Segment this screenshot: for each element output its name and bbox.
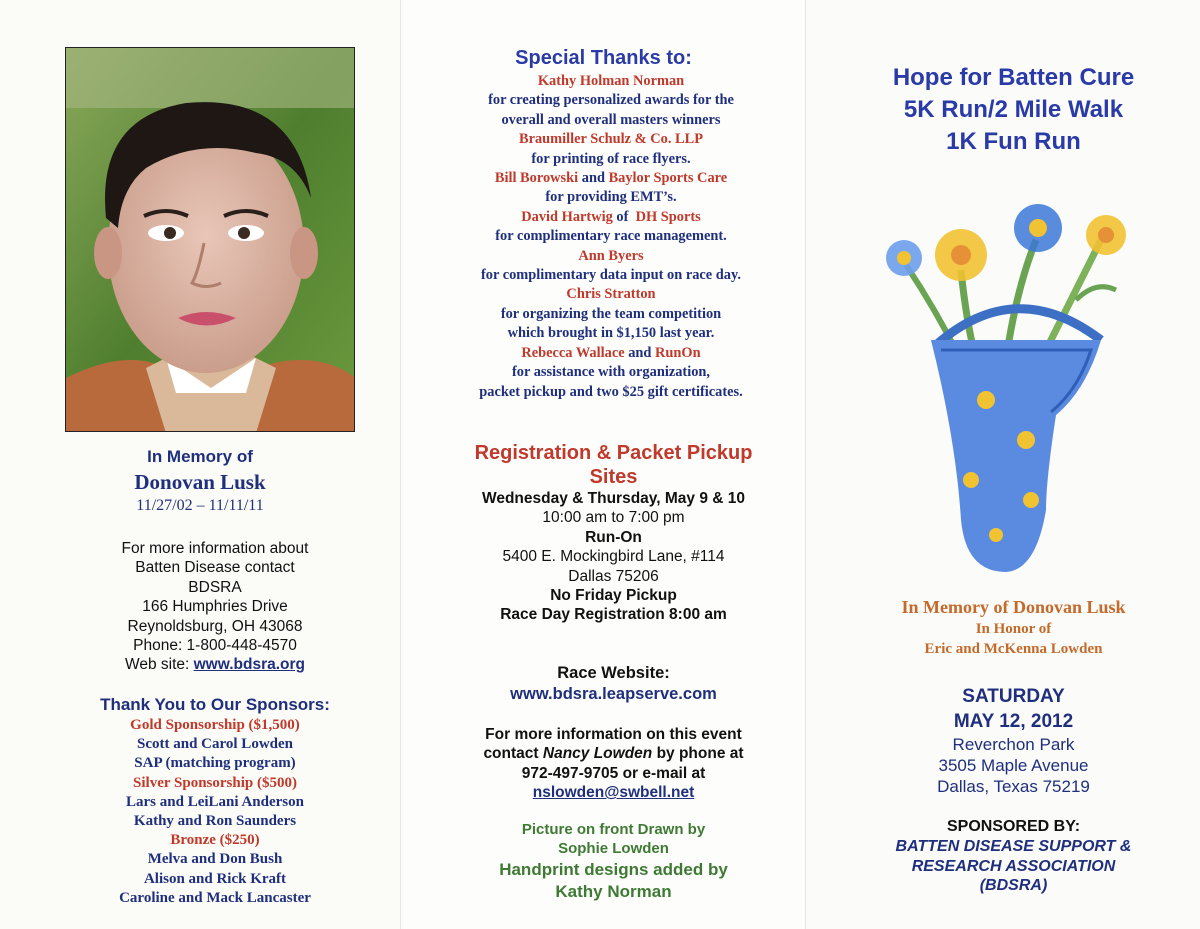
thanks-desc: for complimentary data input on race day. [481, 267, 741, 284]
credit-line: Sophie Lowden [558, 840, 669, 857]
registration-line: Race Day Registration 8:00 am [500, 606, 727, 624]
thanks-desc: for creating personalized awards for the [488, 92, 734, 109]
sponsor-org-line: BATTEN DISEASE SUPPORT & [895, 838, 1132, 855]
contact-name: Nancy Lowden [542, 745, 653, 763]
event-venue: Reverchon Park [952, 735, 1075, 754]
event-contact-info [401, 725, 826, 803]
portrait-image [66, 48, 355, 432]
registration-line: Run-On [585, 528, 642, 546]
honor-names: Eric and McKenna Lowden [924, 641, 1103, 657]
flower-vase-illustration [866, 180, 1166, 580]
sponsor-name: Kathy and Ron Saunders [133, 813, 297, 830]
event-date: MAY 12, 2012 [953, 711, 1074, 732]
flower-yellow-right [1086, 215, 1126, 255]
sponsored-by-block [806, 817, 1200, 896]
thanks-conjunction: and [578, 170, 609, 187]
thanks-name-line [401, 169, 821, 188]
flower-vase-drawing [866, 180, 1166, 580]
event-city: Dallas, Texas 75219 [937, 777, 1090, 796]
memorial-name: Donovan Lusk [134, 470, 266, 494]
registration-line: No Friday Pickup [550, 587, 677, 605]
sponsored-by-label: SPONSORED BY: [946, 818, 1081, 835]
event-street: 3505 Maple Avenue [938, 756, 1089, 775]
memorial-dates: 11/27/02 – 11/11/11 [136, 497, 264, 514]
thanks-desc: for organizing the team competition [500, 305, 722, 322]
memory-line: In Memory of Donovan Lusk [901, 597, 1126, 617]
bdsra-contact-info [0, 539, 430, 675]
thanks-name: Ann Byers [578, 247, 644, 264]
sponsor-tier: Gold Sponsorship ($1,500) [130, 717, 300, 733]
website-line [0, 655, 430, 674]
info-line: 166 Humphries Drive [142, 598, 288, 616]
event-title [806, 62, 1200, 158]
info-line: BDSRA [188, 578, 242, 596]
thanks-desc: which brought in $1,150 last year. [507, 325, 715, 342]
thanks-name: David Hartwig [521, 208, 613, 225]
right-panel [805, 0, 1200, 929]
middle-panel [400, 0, 805, 929]
thanks-desc: for providing EMT’s. [545, 189, 677, 206]
flower-blue-left [886, 240, 922, 276]
event-day: SATURDAY [962, 686, 1065, 707]
credit-line: Kathy Norman [555, 882, 672, 901]
dedication-block [806, 595, 1200, 659]
registration-line: Dallas 75206 [568, 567, 659, 585]
info-line: Batten Disease contact [135, 559, 295, 577]
sponsor-list [0, 716, 430, 908]
thanks-name: Bill Borowski [494, 170, 579, 187]
sponsor-name: Alison and Rick Kraft [143, 870, 287, 887]
special-thanks-list [401, 72, 821, 402]
race-website-heading: Race Website: [557, 664, 670, 682]
race-website-link[interactable]: www.bdsra.leapserve.com [510, 685, 717, 703]
info-line: Reynoldsburg, OH 43068 [127, 617, 303, 635]
thanks-name: Baylor Sports Care [608, 170, 728, 187]
website-label: Web site: [124, 656, 190, 674]
event-title-line: 1K Fun Run [946, 128, 1081, 155]
registration-details [401, 489, 826, 625]
sponsors-heading: Thank You to Our Sponsors: [100, 695, 330, 714]
event-date-location [806, 684, 1200, 797]
contact-text: by phone at [652, 745, 744, 763]
credit-line: Picture on front Drawn by [521, 821, 706, 838]
artwork-credits [401, 820, 826, 903]
special-thanks-heading: Special Thanks to: [515, 47, 692, 69]
event-title-line: Hope for Batten Cure [892, 64, 1135, 91]
contact-line: For more information on this event [485, 726, 742, 743]
left-panel [0, 0, 400, 929]
thanks-name-line [401, 344, 821, 363]
thanks-name: RunOn [655, 344, 701, 361]
registration-heading [401, 441, 826, 489]
contact-line [401, 783, 826, 802]
thanks-name: Chris Stratton [566, 286, 656, 303]
sponsor-name: Melva and Don Bush [147, 851, 283, 868]
flower-yellow-left [935, 229, 987, 281]
credit-line: Handprint designs added by [499, 860, 728, 879]
thanks-desc: for printing of race flyers. [531, 150, 691, 167]
sponsor-name: Scott and Carol Lowden [137, 736, 293, 753]
thanks-name-line [401, 208, 821, 227]
sponsor-name: Lars and LeiLani Anderson [126, 793, 304, 810]
honor-line: In Honor of [975, 621, 1052, 637]
event-title-line: 5K Run/2 Mile Walk [903, 96, 1124, 123]
thanks-desc: packet pickup and two $25 gift certificates. [479, 383, 743, 400]
contact-line [401, 744, 826, 763]
thanks-name: Kathy Holman Norman [537, 73, 685, 89]
bdsra-website-link[interactable]: www.bdsra.org [193, 656, 306, 674]
contact-text: contact [483, 745, 543, 763]
sponsor-tier: Bronze ($250) [170, 832, 260, 849]
contact-email-link[interactable]: nslowden@swbell.net [532, 784, 695, 802]
thanks-name: Braumiller Schulz & Co. LLP [518, 131, 703, 148]
boy-photo [65, 47, 355, 432]
registration-line: 5400 E. Mockingbird Lane, #114 [502, 548, 725, 566]
sponsor-tier: Silver Sponsorship ($500) [133, 774, 297, 791]
info-line: Phone: 1-800-448-4570 [133, 637, 297, 655]
sponsor-name: Caroline and Mack Lancaster [119, 889, 311, 906]
thanks-desc: for complimentary race management. [495, 228, 727, 245]
thanks-name: DH Sports [635, 208, 701, 225]
registration-line: Wednesday & Thursday, May 9 & 10 [481, 490, 745, 507]
sponsor-name: SAP (matching program) [134, 755, 296, 772]
thanks-name: Rebecca Wallace [521, 344, 625, 361]
in-memory-heading: In Memory of [147, 447, 253, 466]
contact-line: 972-497-9705 or e-mail at [521, 764, 706, 782]
sponsor-org-line: RESEARCH ASSOCIATION [911, 857, 1116, 875]
sponsor-org-line: (BDSRA) [979, 877, 1048, 894]
thanks-conjunction: and [624, 344, 656, 361]
registration-heading-line: Registration & Packet Pickup [474, 442, 753, 464]
registration-heading-line: Sites [589, 466, 638, 488]
thanks-desc: for assistance with organization, [512, 364, 710, 381]
info-line: For more information about [121, 540, 309, 557]
thanks-desc: overall and overall masters winners [501, 111, 721, 128]
thanks-conjunction: of [612, 208, 636, 225]
flower-blue-middle [1014, 204, 1062, 252]
registration-line: 10:00 am to 7:00 pm [542, 509, 685, 527]
